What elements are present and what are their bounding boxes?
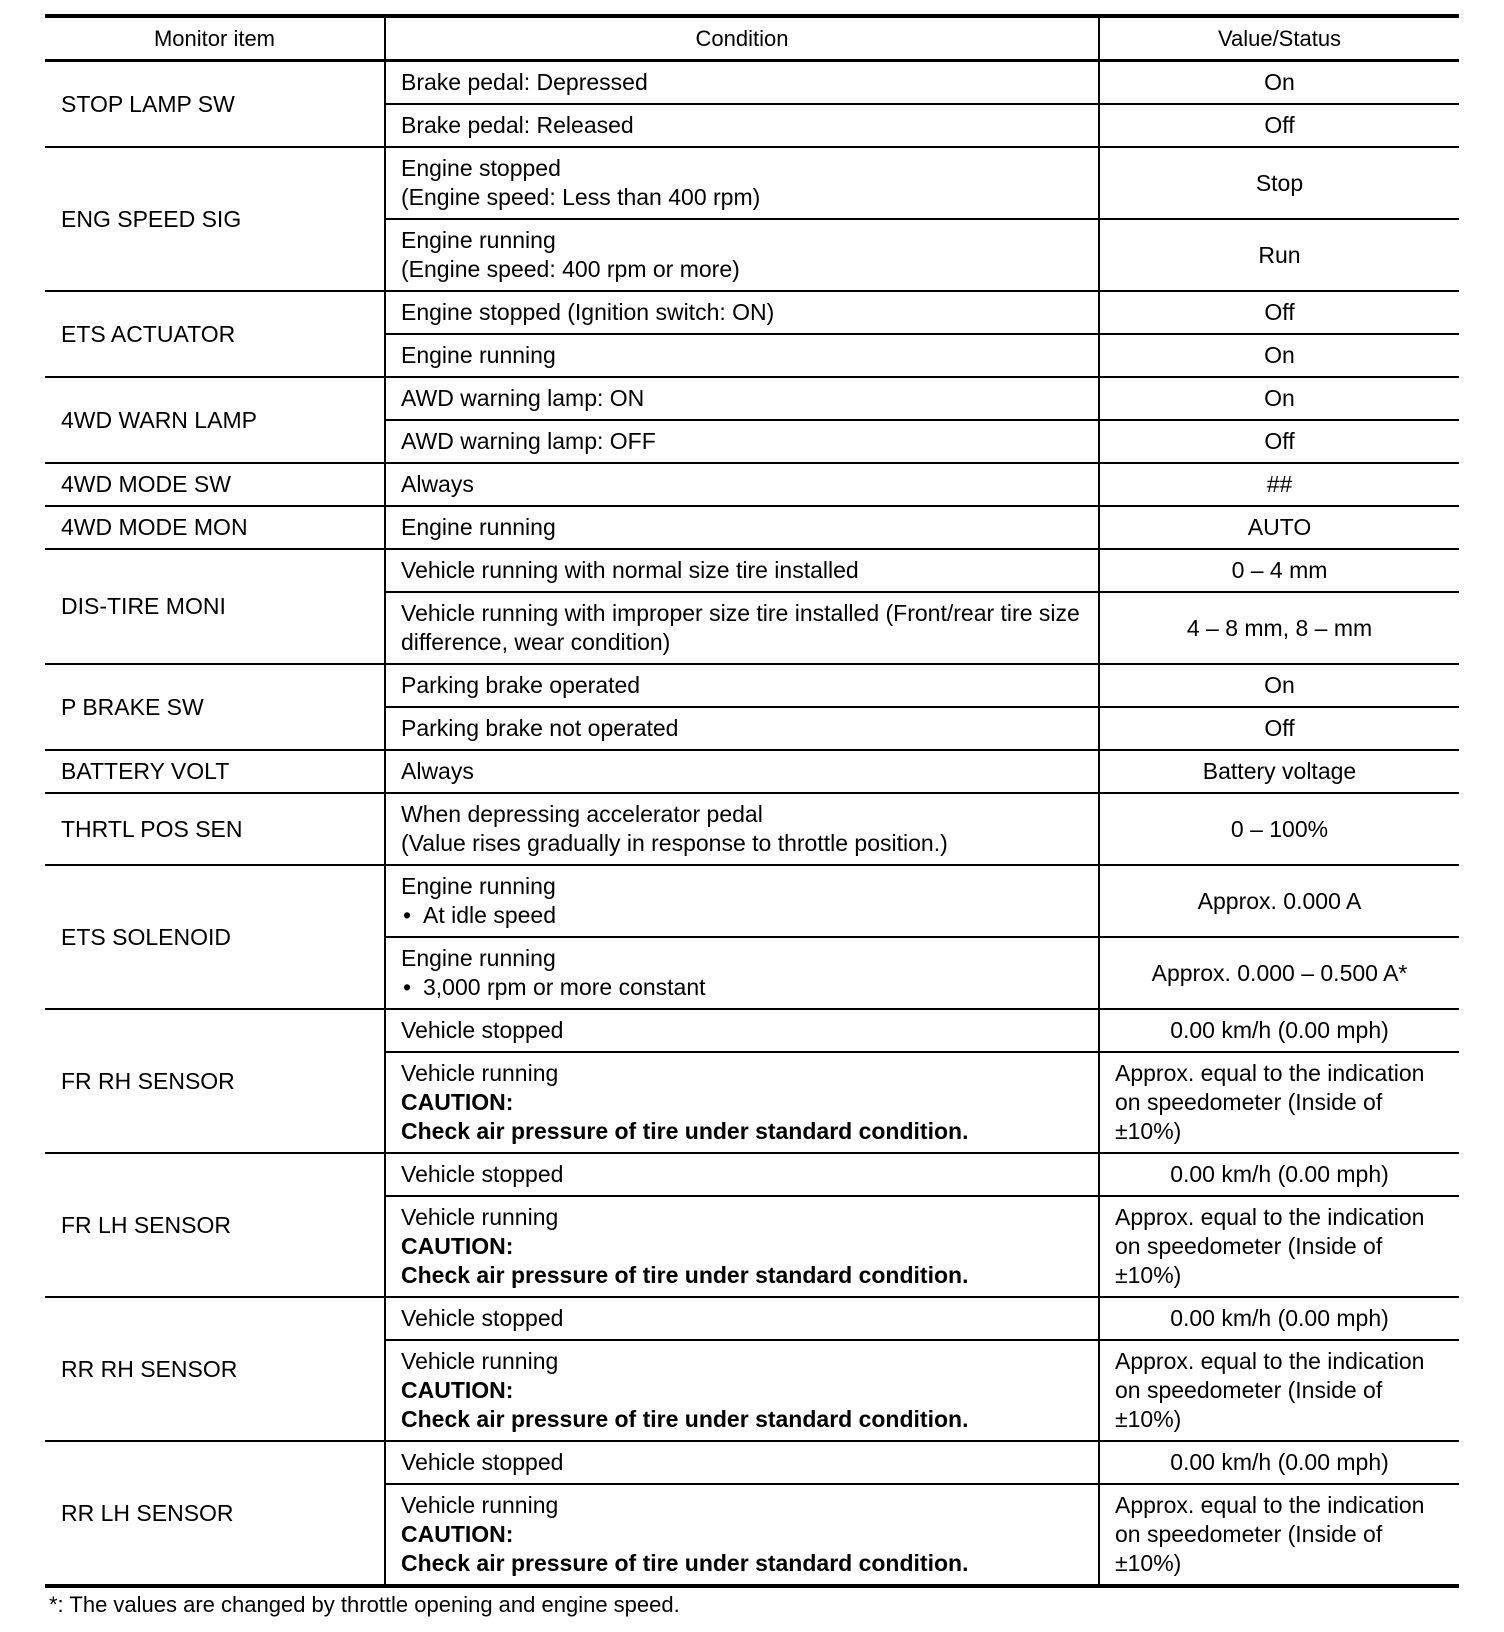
condition-cell [385,1441,1099,1484]
condition-cell [385,937,1099,1009]
value-line: On [1264,672,1295,698]
monitor-item-cell: FR LH SENSOR [45,1153,385,1297]
condition-line: Vehicle stopped [401,1161,564,1187]
condition-cell [385,420,1099,463]
value-line: 4 – 8 mm, 8 – mm [1186,614,1373,641]
footnote: *: The values are changed by throttle opening and engine speed. [49,1592,680,1617]
monitor-item-cell: THRTL POS SEN [45,793,385,865]
condition-cell [385,506,1099,549]
condition-bullet-line: • 3,000 rpm or more constant [401,973,1083,1002]
condition-line: Vehicle running [401,1348,559,1374]
table-header-row [45,16,1459,61]
monitor-item-cell: BATTERY VOLT [45,750,385,793]
caution-label: CAUTION: [401,1521,514,1547]
value-status-cell [1099,1441,1459,1484]
condition-line: Engine running [401,873,556,899]
value-status-cell [1099,865,1459,937]
table-row [45,61,1459,105]
condition-cell [385,147,1099,219]
monitor-item-cell: ENG SPEED SIG [45,147,385,291]
value-status-cell [1099,1052,1459,1153]
condition-cell [385,1052,1099,1153]
value-status-cell [1099,334,1459,377]
value-status-cell [1099,291,1459,334]
condition-line: AWD warning lamp: OFF [401,428,656,454]
condition-line: Vehicle running [401,1060,559,1086]
value-status-cell [1099,147,1459,219]
value-status-cell [1099,463,1459,506]
value-status-cell [1099,793,1459,865]
monitor-item-cell: 4WD MODE MON [45,506,385,549]
header-monitor-item: Monitor item [45,16,385,61]
table-body [45,61,1459,1587]
monitor-item-cell: STOP LAMP SW [45,61,385,148]
value-line: 0.00 km/h (0.00 mph) [1170,1161,1389,1187]
value-line: Approx. 0.000 – 0.500 A* [1151,959,1408,986]
condition-bullet-line: • At idle speed [401,901,1083,930]
value-status-cell [1099,592,1459,664]
monitor-item-cell: ETS SOLENOID [45,865,385,1009]
value-line: on speedometer (Inside of [1115,1521,1383,1547]
value-line: ## [1266,471,1293,497]
monitor-item-cell: 4WD WARN LAMP [45,377,385,463]
value-line: on speedometer (Inside of [1115,1233,1383,1259]
value-line: Off [1264,428,1295,454]
condition-cell [385,549,1099,592]
caution-text: Check air pressure of tire under standard condition. [401,1118,969,1144]
value-status-cell [1099,1297,1459,1340]
value-status-cell [1099,1153,1459,1196]
value-status-cell [1099,61,1459,105]
value-line: ±10%) [1115,1406,1182,1432]
condition-line: (Engine speed: Less than 400 rpm) [401,184,761,210]
monitor-item-table [45,14,1459,1588]
caution-label: CAUTION: [401,1089,514,1115]
caution-text: Check air pressure of tire under standard condition. [401,1262,969,1288]
table-row [45,1009,1459,1052]
value-line: On [1264,342,1295,368]
condition-line: Vehicle running [401,1204,559,1230]
condition-line: Engine stopped (Ignition switch: ON) [401,299,775,325]
condition-cell [385,793,1099,865]
value-status-cell [1099,1009,1459,1052]
value-status-cell [1099,549,1459,592]
value-line: Stop [1255,169,1304,196]
condition-line: Engine running [401,945,556,971]
value-line: ±10%) [1115,1550,1182,1576]
value-line: 0.00 km/h (0.00 mph) [1170,1305,1389,1331]
value-line: 0.00 km/h (0.00 mph) [1170,1449,1389,1475]
table-row [45,549,1459,592]
table-row [45,147,1459,219]
condition-line: (Value rises gradually in response to throttle position.) [401,830,948,856]
value-line: 0 – 100% [1230,815,1329,842]
table-row [45,377,1459,420]
condition-line: Parking brake operated [401,672,641,698]
condition-cell [385,1297,1099,1340]
condition-line: AWD warning lamp: ON [401,385,645,411]
value-status-cell [1099,506,1459,549]
value-line: Approx. 0.000 A [1197,887,1362,914]
value-status-cell [1099,664,1459,707]
value-line: 0 – 4 mm [1231,557,1328,583]
value-line: Off [1264,299,1295,325]
table-row [45,664,1459,707]
value-line: Run [1258,241,1301,268]
table-row [45,506,1459,549]
condition-line: Brake pedal: Depressed [401,69,648,95]
condition-line: When depressing accelerator pedal [401,801,763,827]
condition-cell [385,1009,1099,1052]
table-row [45,750,1459,793]
condition-line: Vehicle stopped [401,1305,564,1331]
monitor-item-cell: 4WD MODE SW [45,463,385,506]
value-line: ±10%) [1115,1262,1182,1288]
value-status-cell [1099,1196,1459,1297]
table-row [45,1297,1459,1340]
monitor-item-cell: ETS ACTUATOR [45,291,385,377]
monitor-item-cell: DIS-TIRE MONI [45,549,385,664]
value-status-cell [1099,1484,1459,1586]
value-line: Off [1264,715,1295,741]
caution-label: CAUTION: [401,1233,514,1259]
table-row [45,463,1459,506]
monitor-item-cell: FR RH SENSOR [45,1009,385,1153]
condition-line: Always [401,471,474,497]
condition-line: Vehicle running with improper size tire installed (Front/rear tire size difference, wear condition) [401,600,1080,655]
monitor-item-document [45,14,1459,1618]
table-row [45,1441,1459,1484]
header-value-status: Value/Status [1099,16,1459,61]
value-line: On [1264,385,1295,411]
table-row [45,291,1459,334]
condition-line: Brake pedal: Released [401,112,634,138]
condition-cell [385,291,1099,334]
condition-line: Parking brake not operated [401,715,679,741]
condition-line: Vehicle stopped [401,1017,564,1043]
header-condition: Condition [385,16,1099,61]
condition-cell [385,750,1099,793]
condition-cell [385,377,1099,420]
value-status-cell [1099,219,1459,291]
table-row [45,1153,1459,1196]
value-line: Off [1264,112,1295,138]
monitor-item-cell: P BRAKE SW [45,664,385,750]
value-line: ±10%) [1115,1118,1182,1144]
table-row [45,865,1459,937]
value-line: Approx. equal to the indication [1115,1492,1425,1518]
value-line: Approx. equal to the indication [1115,1204,1425,1230]
value-line: on speedometer (Inside of [1115,1377,1383,1403]
condition-cell [385,61,1099,105]
condition-line: Engine running [401,514,556,540]
value-line: Approx. equal to the indication [1115,1348,1425,1374]
value-line: AUTO [1247,514,1312,540]
condition-cell [385,865,1099,937]
monitor-item-cell: RR LH SENSOR [45,1441,385,1586]
condition-line: (Engine speed: 400 rpm or more) [401,256,740,282]
value-line: on speedometer (Inside of [1115,1089,1383,1115]
condition-line: Engine running [401,227,556,253]
monitor-item-cell: RR RH SENSOR [45,1297,385,1441]
condition-line: Vehicle stopped [401,1449,564,1475]
value-status-cell [1099,1340,1459,1441]
value-line: On [1264,69,1295,95]
condition-cell [385,334,1099,377]
condition-cell [385,664,1099,707]
value-status-cell [1099,937,1459,1009]
value-status-cell [1099,750,1459,793]
condition-cell [385,463,1099,506]
value-line: 0.00 km/h (0.00 mph) [1170,1017,1389,1043]
value-status-cell [1099,420,1459,463]
condition-line: Always [401,758,474,784]
condition-line: Engine running [401,342,556,368]
condition-cell [385,592,1099,664]
condition-cell [385,219,1099,291]
caution-text: Check air pressure of tire under standard condition. [401,1550,969,1576]
caution-text: Check air pressure of tire under standard condition. [401,1406,969,1432]
value-line: Approx. equal to the indication [1115,1060,1425,1086]
condition-line: Vehicle running [401,1492,559,1518]
condition-cell [385,1484,1099,1586]
caution-label: CAUTION: [401,1377,514,1403]
value-status-cell [1099,707,1459,750]
condition-cell [385,1340,1099,1441]
condition-cell [385,104,1099,147]
condition-line: Vehicle running with normal size tire installed [401,557,859,583]
value-status-cell [1099,377,1459,420]
condition-cell [385,707,1099,750]
table-row [45,793,1459,865]
condition-line: Engine stopped [401,155,561,181]
value-status-cell [1099,104,1459,147]
value-line: Battery voltage [1202,758,1357,784]
condition-cell [385,1153,1099,1196]
condition-cell [385,1196,1099,1297]
